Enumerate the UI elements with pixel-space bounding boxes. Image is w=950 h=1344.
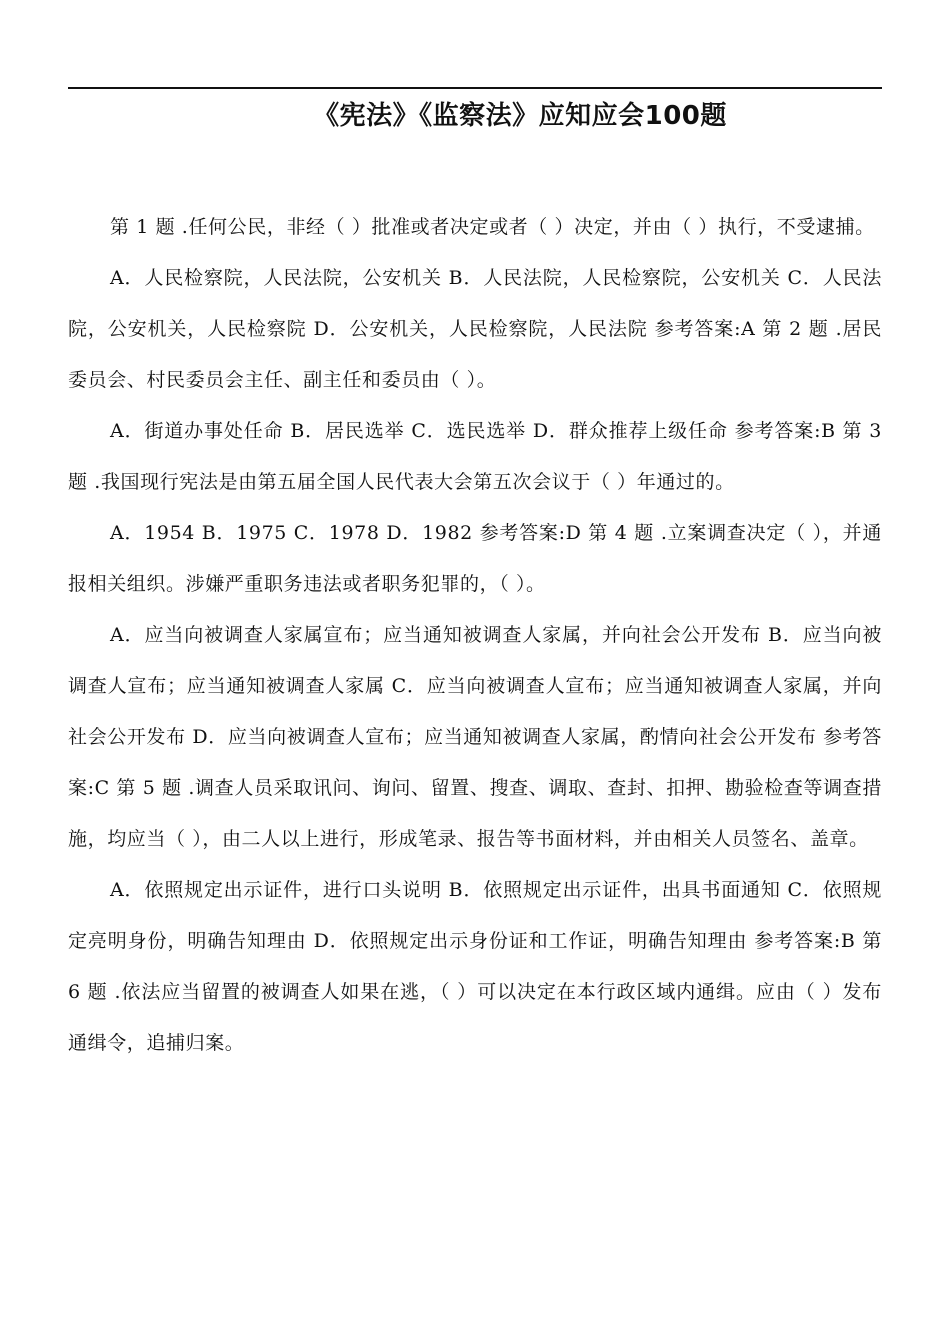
question-5-options-paragraph: A．依照规定出示证件，进行口头说明 B．依照规定出示证件，出具书面通知 C．依照规定亮明身份，明确告知理由 D．依照规定出示身份证和工作证，明确告知理由 参考答案:B 第 6 题 .依法应当留置的被调查人如果在逃，（ ）可以决定在本行政区域内通缉。应由（ ）发布通缉令，追捕归案。: [68, 879, 882, 1054]
question-1-options-paragraph: A．人民检察院，人民法院，公安机关 B．人民法院，人民检察院，公安机关 C．人民法院，公安机关，人民检察院 D．公安机关，人民检察院，人民法院 参考答案:A 第 2 题 .居民委员会、村民委员会主任、副主任和委员由（ ）。: [68, 267, 882, 391]
question-4-options-paragraph: A．应当向被调查人家属宣布；应当通知被调查人家属，并向社会公开发布 B．应当向被调查人宣布；应当通知被调查人家属 C．应当向被调查人宣布；应当通知被调查人家属，并向社会公开发布 D．应当向被调查人宣布；应当通知被调查人家属，酌情向社会公开发布 参考答案:C 第 5 题 .调查人员采取讯问、询问、留置、搜查、调取、查封、扣押、勘验检查等调查措施，均应当（ ），由二人以上进行，形成笔录、报告等书面材料，并由相关人员签名、盖章。: [68, 624, 882, 850]
question-3-options-paragraph: A．1954 B．1975 C．1978 D．1982 参考答案:D 第 4 题 .立案调查决定（ ），并通报相关组织。涉嫌严重职务违法或者职务犯罪的，（ ）。: [68, 522, 882, 595]
document-body: [68, 202, 882, 1069]
header-rule: [68, 87, 882, 89]
document-title: 《宪法》《监察法》应知应会100题: [313, 101, 727, 131]
question-2-options-paragraph: A．街道办事处任命 B．居民选举 C．选民选举 D．群众推荐上级任命 参考答案:B 第 3 题 .我国现行宪法是由第五届全国人民代表大会第五次会议于（ ）年通过的。: [68, 420, 882, 493]
question-1-paragraph: 第 1 题 .任何公民，非经（ ）批准或者决定或者（ ）决定，并由（ ）执行，不受逮捕。: [110, 216, 875, 238]
